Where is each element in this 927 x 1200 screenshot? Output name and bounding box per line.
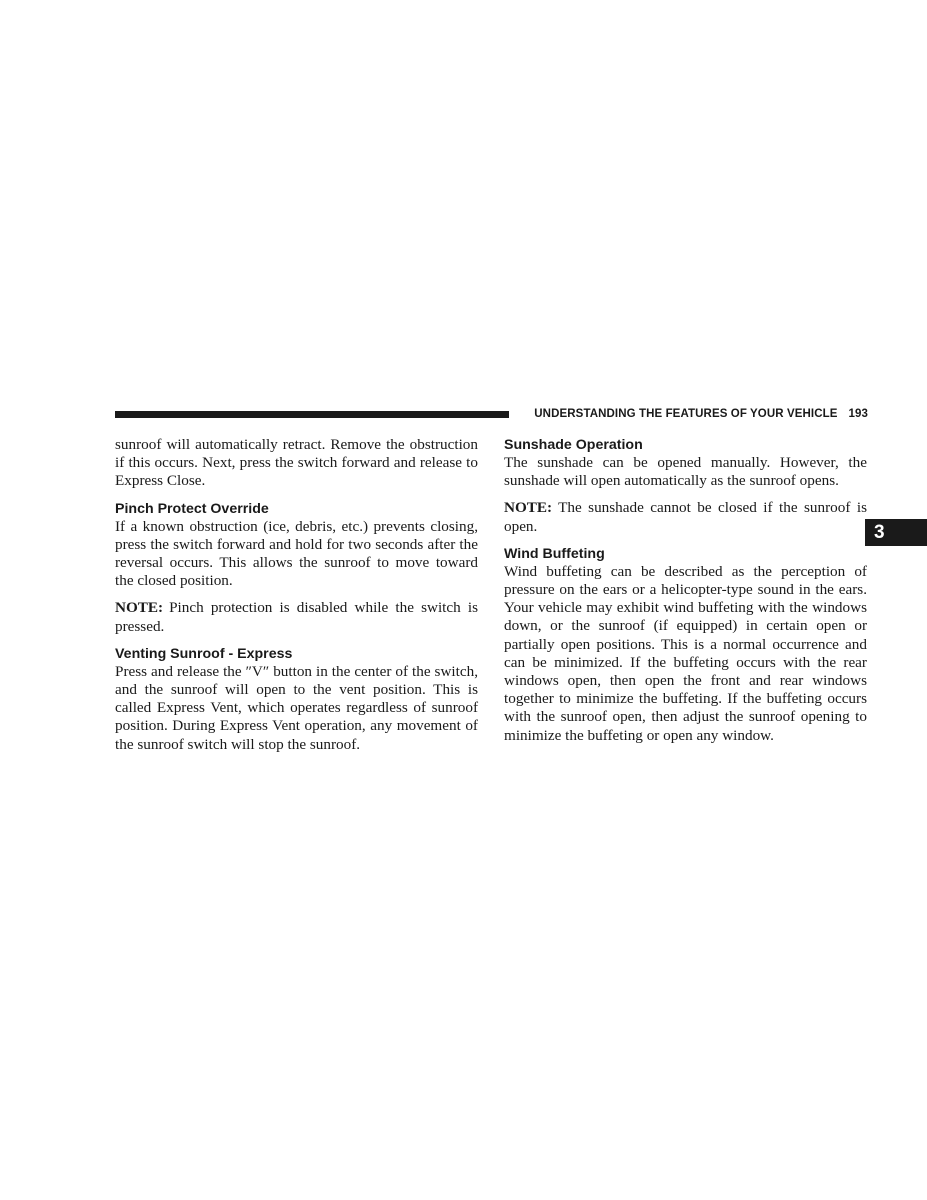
left-column	[115, 436, 478, 763]
running-header	[516, 408, 868, 420]
section-title: UNDERSTANDING THE FEATURES OF YOUR VEHICLE	[534, 408, 838, 420]
sunshade-note	[504, 499, 867, 535]
sunshade-body: The sunshade can be opened manually. However, the sunshade will open automatically as the sunroof opens.	[504, 454, 867, 490]
page-number: 193	[848, 408, 868, 420]
wind-buffeting-body: Wind buffeting can be described as the perception of pressure on the ears or a helicopter-type sound in the ears. Your vehicle may exhibit wind buffeting with the windows down, or the sunroof (if equipped) in certain open or partially open positions. This is a normal occurrence and can be minimized. If the buffeting occurs with the rear windows open, then open the front and rear windows together to minimize the buffeting. If the buffeting occurs with the sunroof open, then adjust the sunroof opening to minimize the buffeting or open any window.	[504, 562, 867, 744]
pinch-protect-note	[115, 599, 478, 635]
note-text: Pinch protection is disabled while the switch is pressed.	[115, 599, 478, 635]
pinch-protect-body: If a known obstruction (ice, debris, etc.) prevents closing, press the switch forward and hold for two seconds after the reversal occurs. This allows the sunroof to move toward the closed position.	[115, 517, 478, 590]
header-rule	[115, 411, 509, 418]
pinch-protect-heading: Pinch Protect Override	[115, 500, 269, 517]
venting-body: Press and release the ″V″ button in the center of the switch, and the sunroof will open to the vent position. This is called Express Vent, which operates regardless of sunroof position. During Express Vent operation, any movement of the sunroof switch will stop the sunroof.	[115, 662, 478, 753]
intro-paragraph: sunroof will automatically retract. Remove the obstruction if this occurs. Next, press the switch forward and release to Express Close.	[115, 436, 478, 490]
note-text: The sunshade cannot be closed if the sunroof is open.	[504, 499, 867, 535]
venting-heading: Venting Sunroof - Express	[115, 645, 293, 662]
chapter-number: 3	[874, 521, 885, 543]
note-label: NOTE:	[504, 499, 553, 517]
note-label: NOTE:	[115, 599, 164, 617]
sunshade-heading: Sunshade Operation	[504, 437, 643, 453]
chapter-tab	[865, 519, 927, 546]
wind-buffeting-heading: Wind Buffeting	[504, 545, 605, 562]
right-column	[504, 436, 867, 754]
